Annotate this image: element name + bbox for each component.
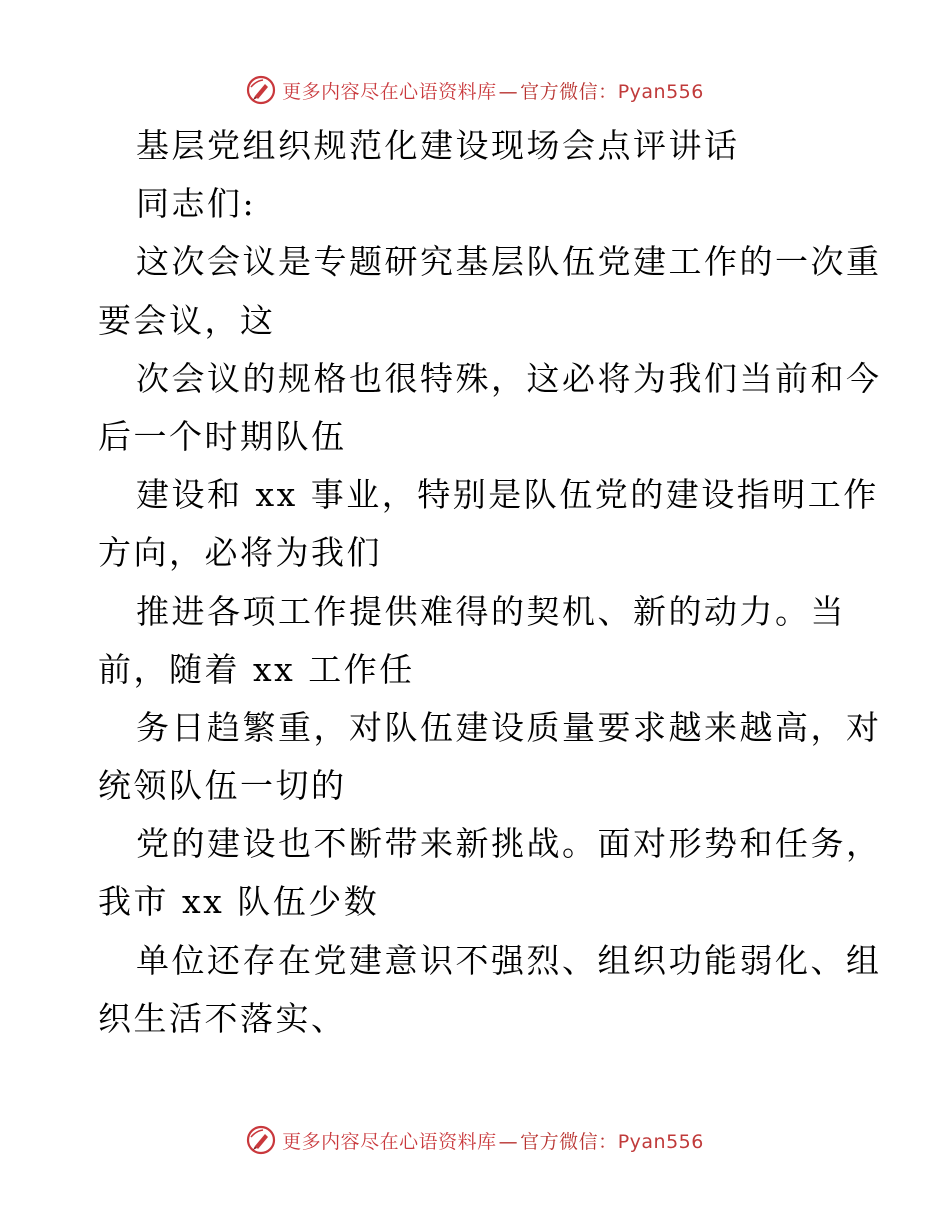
watermark-separator: — [498,80,519,103]
greeting: 同志们: [136,184,257,224]
document-title: 基层党组织规范化建设现场会点评讲话 [136,126,740,165]
text-line: 党的建设也不断带来新挑战。面对形势和任务， [136,824,882,864]
footer-watermark [0,1120,950,1160]
text-line: 务日趋繁重，对队伍建设质量要求越来越高，对 [136,707,882,747]
watermark-wechat-id: Pyan556 [617,1130,704,1153]
pen-logo-icon [246,75,276,105]
watermark-brand: 更多内容尽在心语资料库 [282,1130,497,1153]
header-watermark [0,70,950,110]
text-line: 这次会议是专题研究基层队伍党建工作的一次重 [136,242,882,282]
watermark-label: 官方微信： [520,80,618,103]
watermark-label: 官方微信： [520,1130,618,1153]
watermark-brand: 更多内容尽在心语资料库 [282,80,497,103]
watermark-separator: — [498,1130,519,1153]
text-line: 统领队伍一切的 [98,766,347,806]
text-line: 推进各项工作提供难得的契机、新的动力。当 [136,591,846,631]
text-line: 要会议，这 [98,300,276,340]
text-line: 织生活不落实、 [98,998,347,1038]
document-body [98,117,882,1048]
text-line: 我市 xx 队伍少数 [98,882,380,922]
text-line: 方向，必将为我们 [98,533,382,573]
text-line: 后一个时期队伍 [98,416,347,456]
pen-logo-icon [246,1125,276,1155]
text-line: 次会议的规格也很特殊，这必将为我们当前和今 [136,358,882,398]
text-line: 建设和 xx 事业，特别是队伍党的建设指明工作 [136,475,879,515]
text-line: 单位还存在党建意识不强烈、组织功能弱化、组 [136,940,882,980]
watermark-wechat-id: Pyan556 [617,80,704,103]
text-line: 前，随着 xx 工作任 [98,649,415,689]
